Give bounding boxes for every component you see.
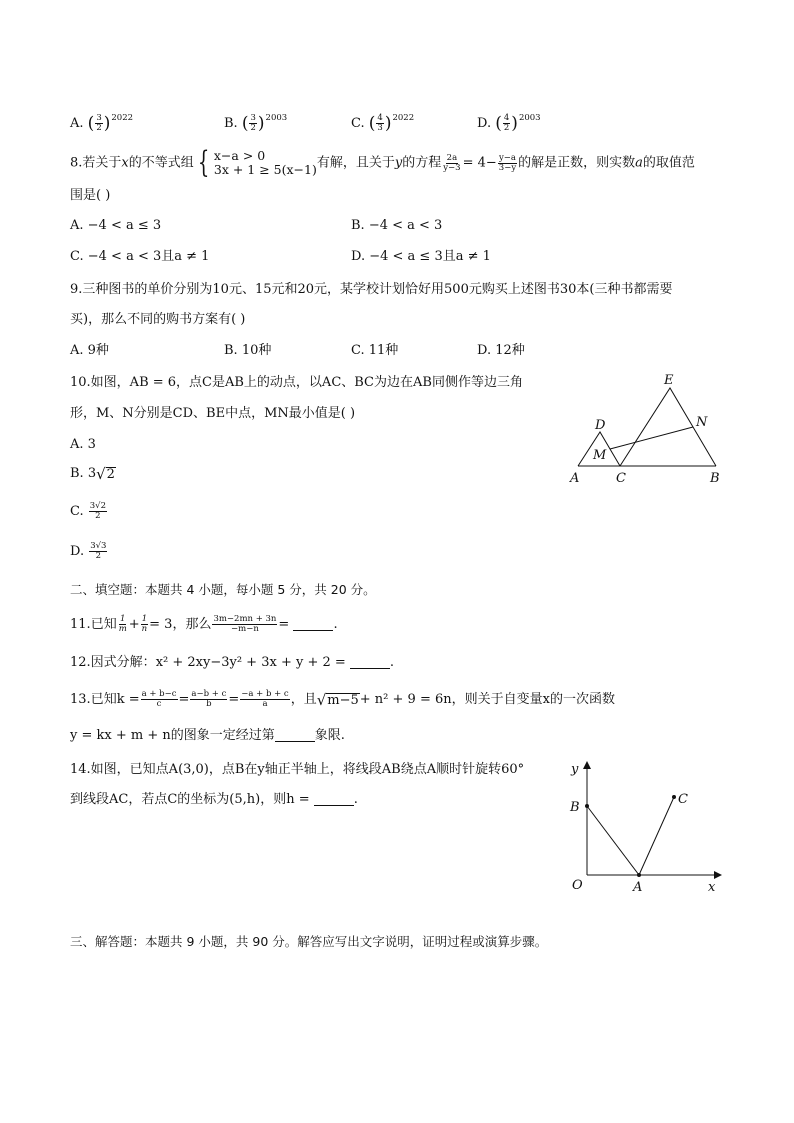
q7-option-b: B. ( $\frac{3}{2}$ )$^{2003}$ [224,113,288,134]
q14-point-b [585,804,589,808]
q10-option-c: C. $\frac{3√2}{2}$ [70,501,106,521]
q14-answer-blank[interactable] [314,791,354,806]
q8-option-b: B. −4 < a < 3 [351,218,443,233]
q9-stem-line2: 买)，那么不同的购书方案有( ) [70,312,246,327]
q10-option-d: D. $\frac{3√3}{2}$ [70,541,107,561]
q9-option-d: D. 12种 [477,343,525,358]
q14-stem-line2: 到线段AC，若点C的坐标为(5,h)，则h = . [70,792,358,807]
q10-label-c: C [616,471,626,486]
q7-option-d: D. ( $\frac{4}{2}$ )$^{2003}$ [477,113,541,134]
q9-option-b: B. 10种 [224,343,272,358]
q10-label-d: D [595,418,606,433]
q11-stem: 11.已知 $\frac{1}{m}$ + $\frac{1}{n}$ = 3，那么 $\frac{3m-2mn + 3n}{-m-n}$ = . [70,614,338,634]
q10-stem-line2: 形，M、N分别是CD、BE中点，MN最小值是( ) [70,406,356,421]
q14-label-o: O [572,878,583,893]
q11-answer-blank[interactable] [293,616,333,631]
q10-segment-mn [610,427,693,449]
q7-option-a: A. ( $\frac{3}{2}$ )$^{2022}$ [70,113,134,134]
q14-label-a: A [633,880,643,895]
q9-stem-line1: 9.三种图书的单价分别为10元、15元和20元，某学校计划恰好用500元购买上述图书30本(三种书都需要 [70,282,673,297]
q14-point-a [637,873,641,877]
q8-option-c: C. −4 < a < 3且a ≠ 1 [70,249,210,264]
q14-coordinate-figure [560,755,730,897]
q8-option-d: D. −4 < a ≤ 3且a ≠ 1 [351,249,491,264]
q8-option-a: A. −4 < a ≤ 3 [70,218,162,233]
q12-stem: 12.因式分解：x² + 2xy−3y² + 3x + y + 2 = . [70,655,395,670]
q14-segment-ac [639,797,674,875]
q14-label-y: y [571,762,579,777]
q14-label-b: B [570,800,580,815]
q10-triangle-figure [560,368,735,490]
section-2-heading: 二、填空题：本题共 4 小题，每小题 5 分，共 20 分。 [70,582,376,597]
q14-point-c [672,795,676,799]
q9-option-c: C. 11种 [351,343,399,358]
q14-segment-ab [587,806,639,875]
q7-option-c: C. ( $\frac{4}{3}$ )$^{2022}$ [351,113,415,134]
q8-inequality-system: { x−a > 0 3x + 1 ≥ 5(x−1) [197,145,317,180]
q14-label-x: x [708,880,716,895]
q10-label-a: A [570,471,580,486]
q10-option-b: B. 3 √ 2 [70,464,115,483]
q10-label-m: M [593,448,607,463]
q9-option-a: A. 9种 [70,343,109,358]
q14-stem-line1: 14.如图，已知点A(3,0)，点B在y轴正半轴上，将线段AB绕点A顺时针旋转60° [70,762,525,777]
q12-answer-blank[interactable] [350,654,390,669]
q10-stem-line1: 10.如图，AB = 6，点C是AB上的动点，以AC、BC为边在AB同侧作等边三角 [70,375,523,390]
q8-stem-line2: 围是( ) [70,188,111,203]
section-3-heading: 三、解答题：本题共 9 小题，共 90 分。解答应写出文字说明，证明过程或演算步骤。 [70,934,548,949]
q10-option-a: A. 3 [70,437,96,452]
q10-label-n: N [696,415,708,430]
q10-label-b: B [710,471,720,486]
q13-stem-line1: 13.已知k = $\frac{a + b-c}{c}$ = $\frac{a-b + c}{b}$ = $\frac{-a + b + c}{a}$ ，且 √ m−5 + n² + 9 = 6n，则关于自变量x的一次函数 [70,689,615,709]
q14-label-c: C [678,792,688,807]
q10-label-e: E [664,373,674,388]
q13-answer-blank[interactable] [275,727,315,742]
q13-stem-line2: y = kx + m + n的图象一定经过第 象限. [70,728,345,743]
q8-stem-line1: 8.若关于x的不等式组 { x−a > 0 3x + 1 ≥ 5(x−1) 有解，且关于y的方程 $\frac{2a}{y-3}$ = 4− $\frac{y-a}{3-y}$ 的解是正数，则实数a的取值范 [70,145,695,180]
